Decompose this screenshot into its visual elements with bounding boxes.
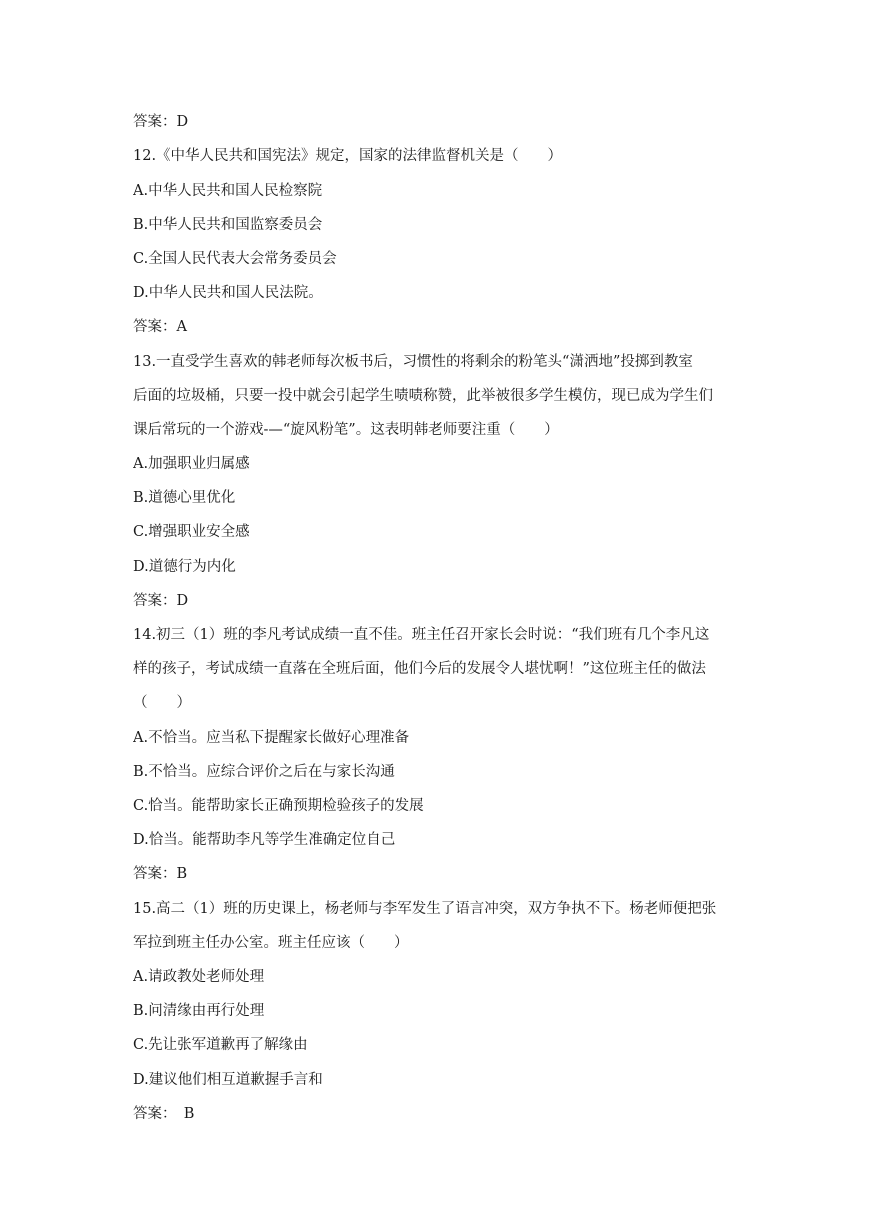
question-12: 12.《中华人民共和国宪法》规定，国家的法律监督机关是（ ） (133, 148, 563, 164)
q14-option-b: B.不恰当。应综合评价之后在与家长沟通 (133, 764, 395, 780)
answer-14: 答案：B (133, 866, 188, 882)
q14-option-c: C.恰当。能帮助家长正确预期检验孩子的发展 (133, 798, 424, 814)
q15-option-c: C.先让张军道歉再了解缘由 (133, 1037, 308, 1053)
q12-option-c: C.全国人民代表大会常务委员会 (133, 251, 337, 267)
question-15-line-1: 15.高二（1）班的历史课上，杨老师与李军发生了语言冲突，双方争执不下。杨老师便把张 (133, 901, 717, 917)
answer-12: 答案：A (133, 319, 187, 335)
question-13-line-1: 13.一直受学生喜欢的韩老师每次板书后，习惯性的将剩余的粉笔头“潇洒地”投掷到教室 (133, 354, 693, 370)
question-15-line-2: 军拉到班主任办公室。班主任应该（ ） (133, 935, 409, 951)
q15-option-d: D.建议他们相互道歉握手言和 (133, 1072, 323, 1088)
question-14-line-2: 样的孩子，考试成绩一直落在全班后面，他们今后的发展令人堪忧啊！”这位班主任的做法 (133, 661, 706, 677)
answer-13: 答案：D (133, 593, 189, 609)
q15-option-b: B.问清缘由再行处理 (133, 1003, 265, 1019)
question-14-line-1: 14.初三（1）班的李凡考试成绩一直不佳。班主任召开家长会时说：“我们班有几个李凡这 (133, 627, 710, 643)
q13-option-a: A.加强职业归属感 (133, 456, 250, 472)
q15-option-a: A.请政教处老师处理 (133, 969, 265, 985)
q12-option-a: A.中华人民共和国人民检察院 (133, 183, 323, 199)
q12-option-b: B.中华人民共和国监察委员会 (133, 217, 323, 233)
q13-option-c: C.增强职业安全感 (133, 524, 250, 540)
answer-15: 答案： B (133, 1106, 195, 1122)
q12-option-d: D.中华人民共和国人民法院。 (133, 285, 323, 301)
q14-option-d: D.恰当。能帮助李凡等学生准确定位自己 (133, 832, 396, 848)
question-13-line-2: 后面的垃圾桶，只要一投中就会引起学生啧啧称赞，此举被很多学生模仿，现已成为学生们 (133, 388, 713, 404)
question-13-line-3: 课后常玩的一个游戏-—“旋风粉笔”。这表明韩老师要注重（ ） (133, 422, 559, 438)
q13-option-b: B.道德心里优化 (133, 490, 236, 506)
answer-11: 答案：D (133, 114, 189, 130)
q14-option-a: A.不恰当。应当私下提醒家长做好心理准备 (133, 730, 410, 746)
question-14-line-3: （ ） (133, 695, 191, 711)
q13-option-d: D.道德行为内化 (133, 559, 236, 575)
